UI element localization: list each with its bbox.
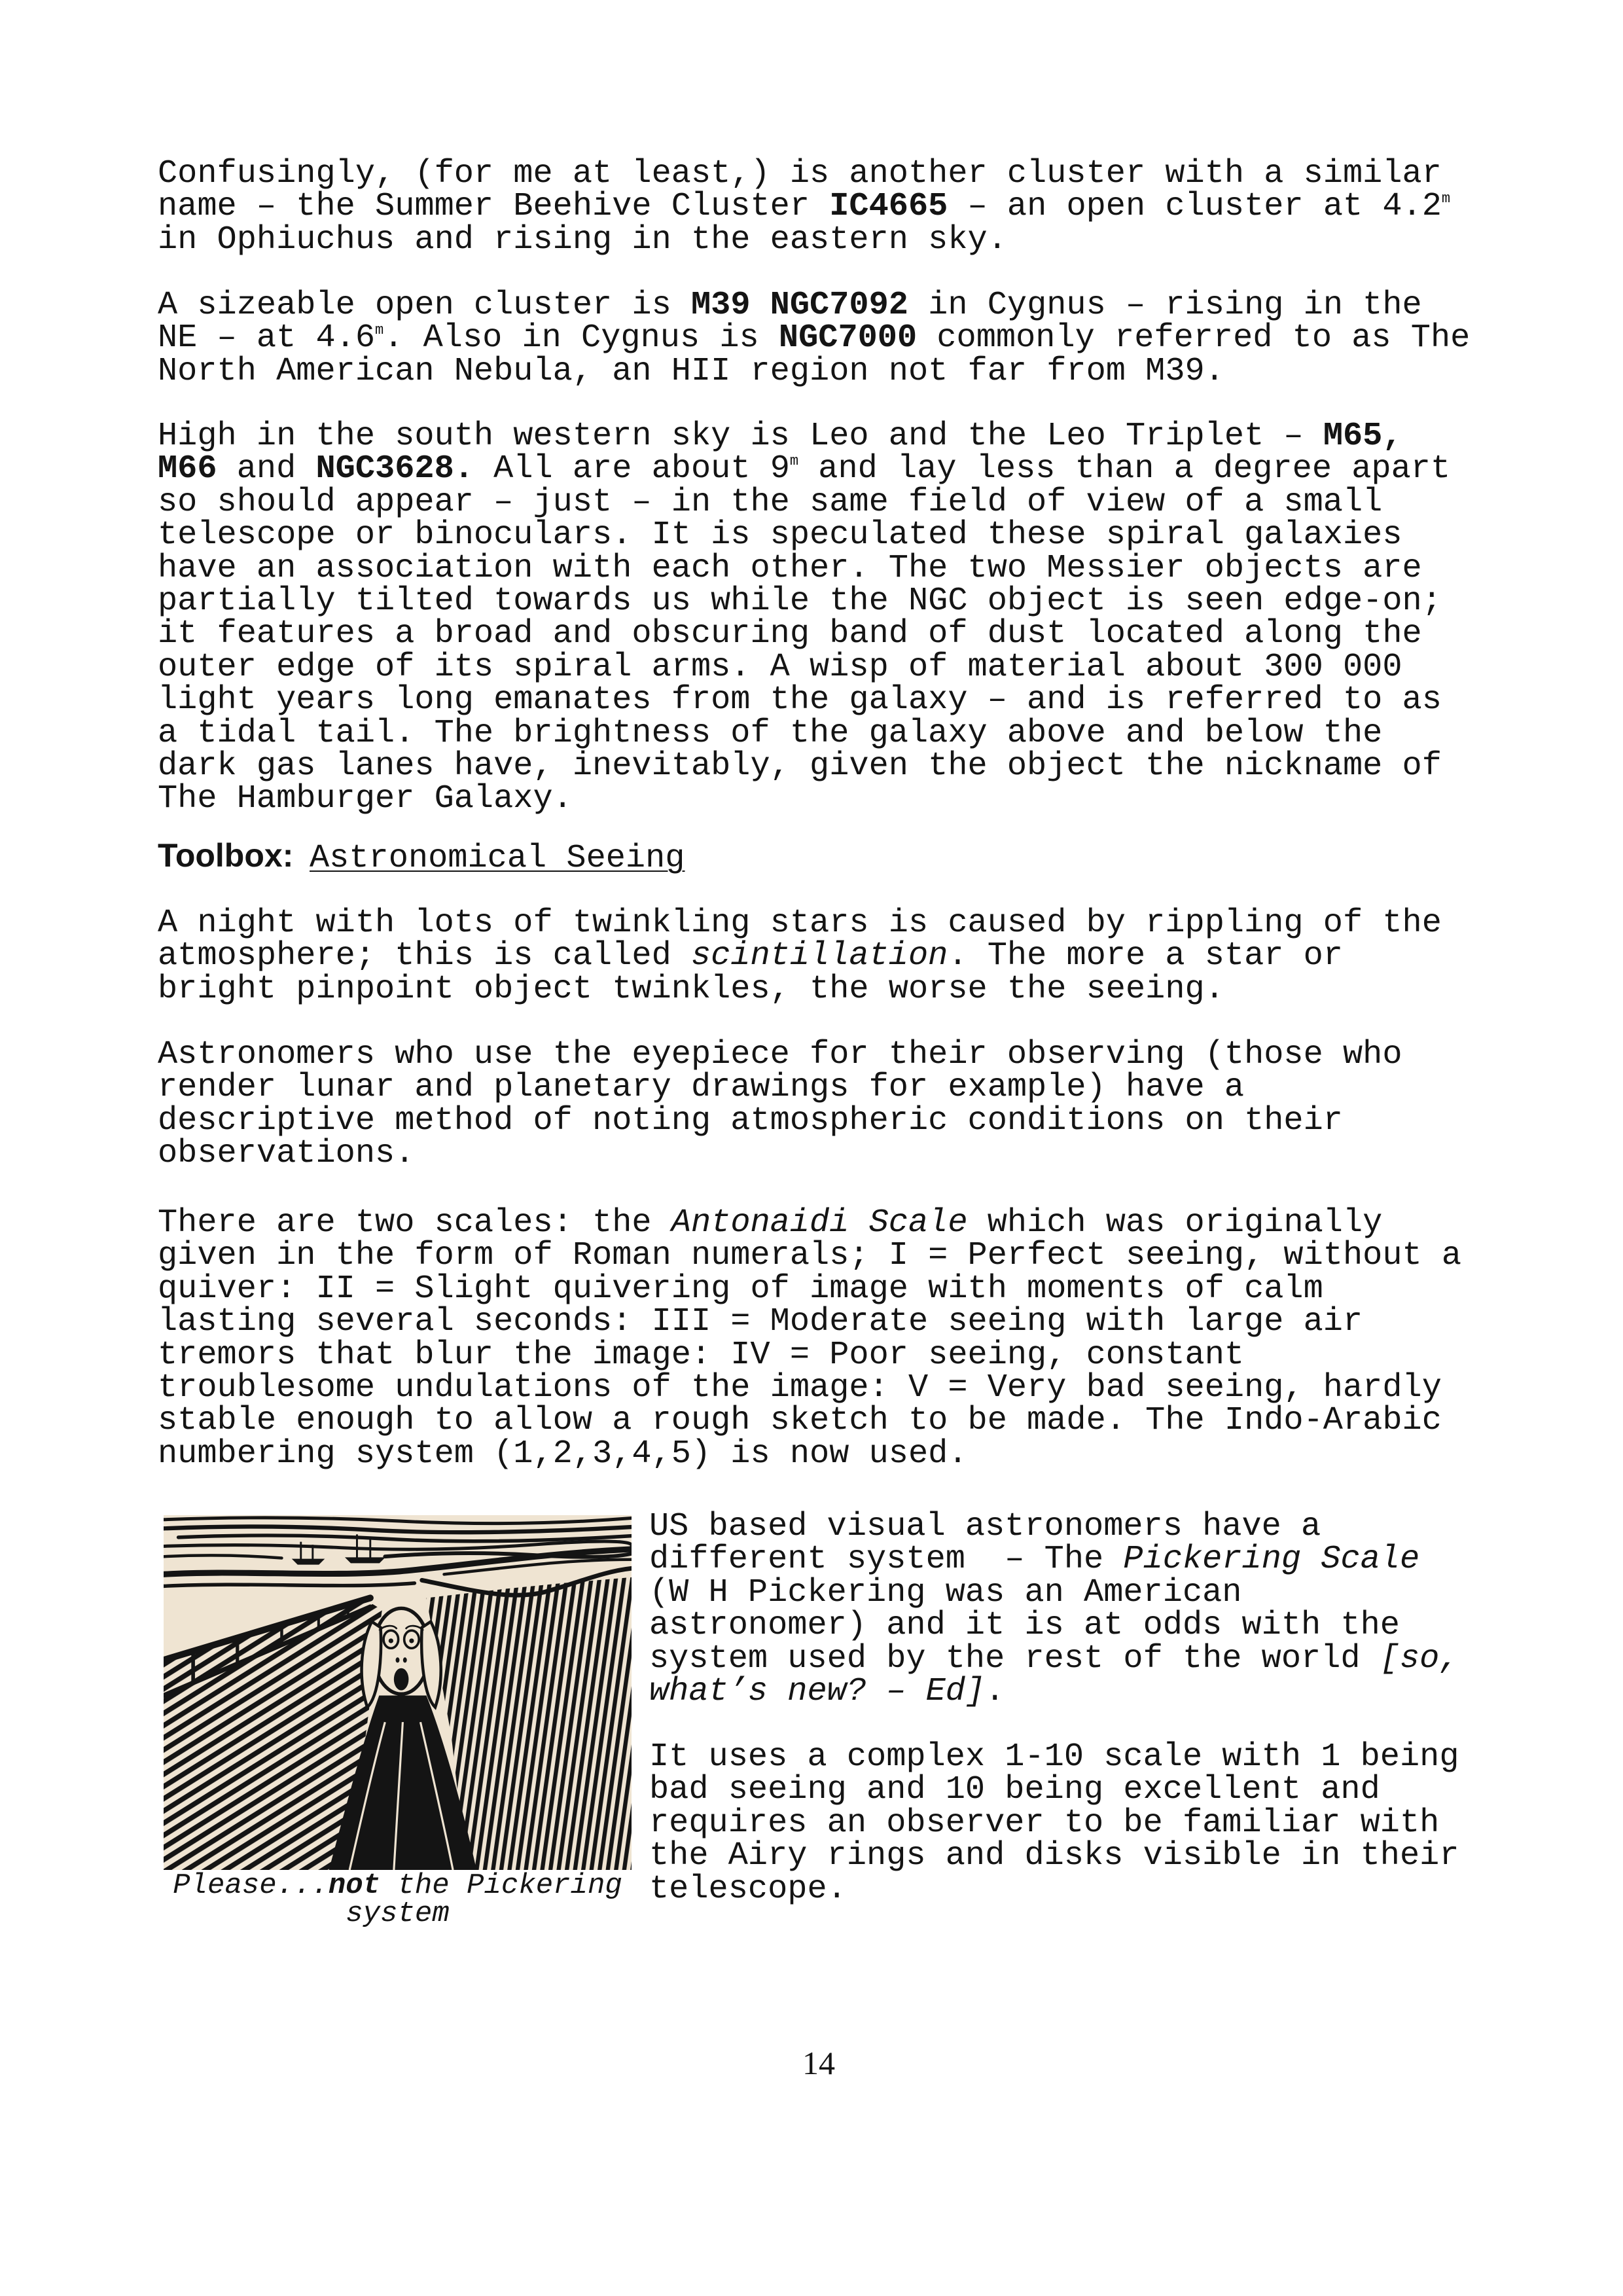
- text-line: given in the form of Roman numerals; I = Perfect seeing, without a: [158, 1237, 1462, 1275]
- text-line: quiver: II = Slight quivering of image with moments of calm: [158, 1270, 1323, 1308]
- text-line: [158, 420, 1450, 453]
- magnitude-superscript: m: [1441, 190, 1451, 207]
- paragraph-m39: [158, 289, 1470, 388]
- paragraph-eyepiece-observers: [158, 1036, 1402, 1173]
- text-line: dark gas lanes have, inevitably, given the object the nickname of: [158, 747, 1442, 785]
- text-line: [649, 1541, 1459, 1579]
- text-line: light years long emanates from the galaxy – and is referred to as: [158, 681, 1442, 719]
- text-line: it features a broad and obscuring band of dust located along the: [158, 615, 1422, 653]
- caption-text: the Pickering: [380, 1869, 622, 1902]
- text-line: It uses a complex 1-10 scale with 1 being: [649, 1738, 1459, 1776]
- text-line: lasting several seconds: III = Moderate seeing with large air: [158, 1303, 1363, 1341]
- text-line: telescope.: [649, 1870, 847, 1908]
- plain-text: All are about 9: [473, 450, 790, 488]
- plain-text: There are two scales: the: [158, 1204, 671, 1242]
- magnitude-superscript: m: [375, 322, 384, 339]
- text-line: troublesome undulations of the image: V = Very bad seeing, hardly: [158, 1369, 1442, 1407]
- text-line: bright pinpoint object twinkles, the worse the seeing.: [158, 970, 1224, 1008]
- plain-text: . The more a star or: [948, 937, 1344, 975]
- illustration-svg: [164, 1515, 632, 1870]
- text-line: A night with lots of twinkling stars is caused by rippling of the: [158, 905, 1442, 942]
- plain-text: High in the south western sky is Leo and the Leo Triplet –: [158, 418, 1323, 455]
- text-line: stable enough to allow a rough sketch to be made. The Indo-Arabic: [158, 1402, 1442, 1440]
- plain-text: and lay less than a degree apart: [798, 450, 1451, 488]
- catalog-id-ic4665: IC4665: [829, 188, 948, 226]
- magnitude-superscript: m: [789, 453, 799, 470]
- plain-text: different system – The: [649, 1541, 1124, 1579]
- caption-line: system: [346, 1897, 450, 1930]
- text-line: [158, 1204, 1461, 1242]
- paragraph-summer-beehive: [158, 155, 1451, 259]
- text-line: numbering system (1,2,3,4,5) is now used.: [158, 1435, 968, 1473]
- catalog-id-m39: M39 NGC7092: [690, 287, 908, 324]
- catalog-id-ngc7000: NGC7000: [778, 319, 918, 357]
- figure-caption: [164, 1869, 632, 1930]
- catalog-id-m65: M65,: [1323, 418, 1402, 455]
- paragraph-pickering-scale: [649, 1508, 1459, 1710]
- text-line: so should appear – just – in the same field of view of a small: [158, 483, 1383, 521]
- text-line: render lunar and planetary drawings for example) have a: [158, 1069, 1245, 1107]
- text-line: astronomer) and it is at odds with the: [649, 1607, 1400, 1645]
- text-line: have an association with each other. The two Messier objects are: [158, 549, 1422, 587]
- text-line: [158, 937, 1442, 975]
- editor-note: [so,: [1380, 1640, 1459, 1677]
- paragraph-leo-triplet: [158, 420, 1450, 816]
- plain-text: A sizeable open cluster is: [158, 287, 691, 324]
- catalog-id-ngc3628: NGC3628.: [315, 450, 474, 488]
- text-line: outer edge of its spiral arms. A wisp of material about 300 000: [158, 648, 1402, 686]
- italic-term: scintillation: [690, 937, 948, 975]
- plain-text: atmosphere; this is called: [158, 937, 691, 975]
- section-heading: [158, 837, 685, 877]
- paragraph-antonaidi-scale: [158, 1204, 1462, 1473]
- paragraph-scintillation: [158, 907, 1442, 1006]
- text-line: requires an observer to be familiar with: [649, 1804, 1440, 1842]
- plain-text: and: [217, 450, 316, 488]
- catalog-id-m66: M66: [158, 450, 217, 488]
- text-line: bad seeing and 10 being excellent and: [649, 1771, 1380, 1809]
- caption-text: Please...: [173, 1869, 329, 1902]
- plain-text: .: [985, 1672, 1005, 1710]
- plain-text: – an open cluster at 4.2: [948, 188, 1442, 226]
- text-line: the Airy rings and disks visible in their: [649, 1837, 1459, 1875]
- text-line: in Ophiuchus and rising in the eastern sky.: [158, 221, 1007, 259]
- caption-emphasis: not: [328, 1869, 381, 1902]
- plain-text: NE – at 4.6: [158, 319, 376, 357]
- text-line: Confusingly, (for me at least,) is another cluster with a similar: [158, 155, 1442, 192]
- text-line: The Hamburger Galaxy.: [158, 780, 573, 818]
- text-line: (W H Pickering was an American: [649, 1573, 1242, 1611]
- text-line: descriptive method of noting atmospheric conditions on their: [158, 1102, 1343, 1139]
- section-title: Astronomical Seeing: [310, 840, 685, 877]
- plain-text: . Also in Cygnus is: [383, 319, 779, 357]
- plain-text: name – the Summer Beehive Cluster: [158, 188, 830, 226]
- plain-text: which was originally: [967, 1204, 1383, 1242]
- editor-note: what’s new? – Ed]: [649, 1672, 986, 1710]
- illustration: [164, 1515, 632, 1870]
- text-line: partially tilted towards us while the NGC object is seen edge-on;: [158, 582, 1442, 620]
- italic-term: Pickering Scale: [1123, 1541, 1420, 1579]
- toolbox-label: Toolbox:: [158, 837, 294, 874]
- text-line: Astronomers who use the eyepiece for their observing (those who: [158, 1036, 1402, 1073]
- plain-text: in Cygnus – rising in the: [908, 287, 1422, 324]
- text-line: US based visual astronomers have a: [649, 1508, 1321, 1545]
- text-line: a tidal tail. The brightness of the galaxy above and below the: [158, 714, 1383, 752]
- caption-line: [164, 1869, 632, 1902]
- page-number: 14: [802, 2045, 835, 2081]
- text-line: telescope or binoculars. It is speculated these spiral galaxies: [158, 516, 1402, 554]
- text-line: observations.: [158, 1135, 415, 1173]
- text-line: [158, 450, 1451, 488]
- plain-text: system used by the rest of the world: [649, 1640, 1380, 1677]
- text-line: [649, 1640, 1459, 1677]
- plain-text: commonly referred to as The: [917, 319, 1471, 357]
- text-line: [649, 1672, 1459, 1710]
- text-line: North American Nebula, an HII region not far from M39.: [158, 352, 1224, 390]
- text-line: tremors that blur the image: IV = Poor seeing, constant: [158, 1336, 1245, 1374]
- text-line: [158, 319, 1471, 357]
- italic-term: Antonaidi Scale: [671, 1204, 968, 1242]
- paragraph-pickering-details: [649, 1738, 1459, 1908]
- text-line: [158, 188, 1451, 226]
- text-line: [158, 289, 1470, 322]
